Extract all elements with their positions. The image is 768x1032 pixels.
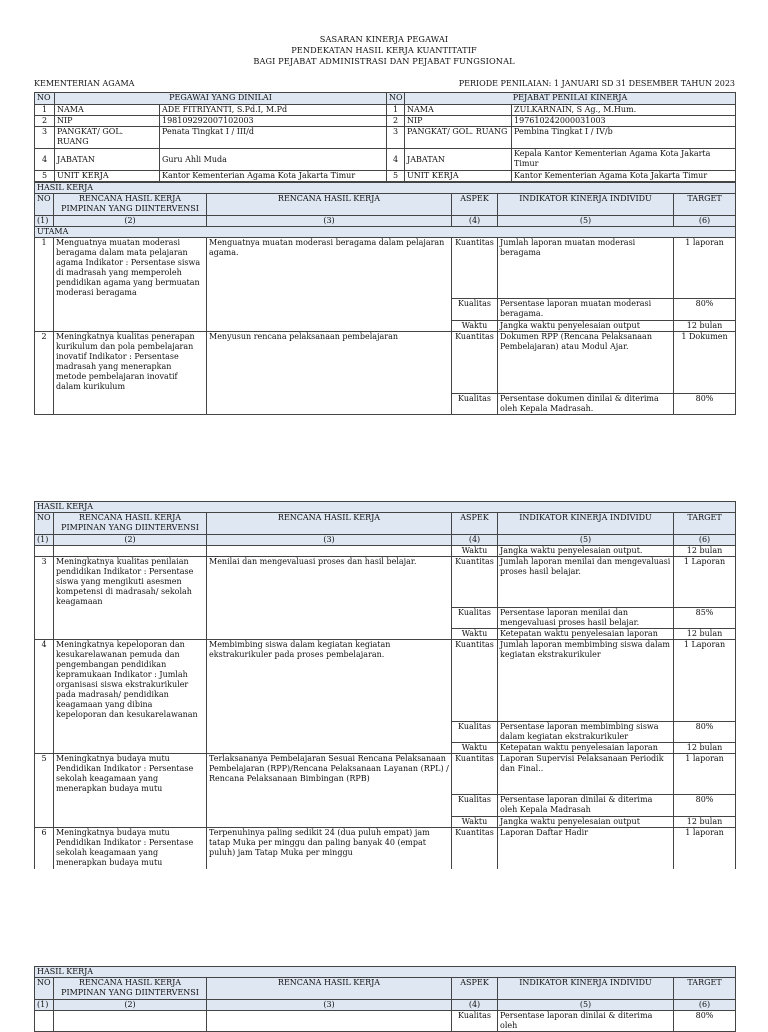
col-rhk-pimpinan-header: RENCANA HASIL KERJA PIMPINAN YANG DIINTERVENSI xyxy=(54,513,207,535)
col-number: (6) xyxy=(674,535,736,546)
pegawai-table xyxy=(34,92,736,182)
target-cell: 12 bulan xyxy=(674,817,736,828)
aspek-cell: Kualitas xyxy=(452,1011,498,1032)
pejabat-nama: ZULKARNAIN, S Ag., M.Hum. xyxy=(512,105,736,116)
row-no: 4 xyxy=(35,149,55,171)
target-cell: 1 Dokumen xyxy=(674,332,736,394)
col-rhk-header: RENCANA HASIL KERJA xyxy=(207,194,452,216)
row-no: 1 xyxy=(35,105,55,116)
target-cell: 12 bulan xyxy=(674,546,736,557)
table-row xyxy=(35,546,736,557)
section-title-row xyxy=(35,502,736,513)
aspek-cell: Waktu xyxy=(452,629,498,640)
rhk-cell: Menyusun rencana pelaksanaan pembelajaran xyxy=(207,332,452,415)
aspek-cell: Kuantitas xyxy=(452,640,498,722)
aspek-cell: Kuantitas xyxy=(452,828,498,869)
pegawai-pangkat: Penata Tingkat I / III/d xyxy=(160,127,387,149)
item-no: 3 xyxy=(35,557,54,640)
target-cell: 80% xyxy=(674,394,736,415)
target-cell: 80% xyxy=(674,722,736,743)
rhk-cell: Terpenuhinya paling sedikit 24 (dua puluh empat) jam tatap Muka per minggu dan paling banyak 40 (empat puluh) jam Tatap Muka per minggu xyxy=(207,828,452,869)
pejabat-nip: 197610242000031003 xyxy=(512,116,736,127)
table-row xyxy=(35,557,736,608)
target-cell: 80% xyxy=(674,795,736,817)
col-number: (3) xyxy=(207,1000,452,1011)
col-no-header: NO xyxy=(35,978,54,1000)
pegawai-row xyxy=(35,116,736,127)
hasil-kerja-title: HASIL KERJA xyxy=(35,967,736,978)
hasil-kerja-table-2 xyxy=(34,501,736,869)
column-header-row xyxy=(35,194,736,216)
col-number: (2) xyxy=(54,216,207,227)
target-cell: 12 bulan xyxy=(674,321,736,332)
pejabat-unit-kerja: Kantor Kementerian Agama Kota Jakarta Timur xyxy=(512,171,736,182)
aspek-cell: Kuantitas xyxy=(452,238,498,299)
col-target-header: TARGET xyxy=(674,513,736,535)
aspek-cell: Waktu xyxy=(452,743,498,754)
pegawai-unit-kerja: Kantor Kementerian Agama Kota Jakarta Timur xyxy=(160,171,387,182)
col-no-header: NO xyxy=(35,194,54,216)
utama-label: UTAMA xyxy=(35,227,736,238)
rhk-pimpinan-cell: Menguatnya muatan moderasi beragama dalam mata pelajaran agama Indikator : Persentase siswa di madrasah yang memperoleh pendidikan agama yang bermuatan moderasi beragama xyxy=(54,238,207,332)
rhk-pimpinan-cell: Meningkatnya budaya mutu Pendidikan Indikator : Persentase sekolah keagamaan yang menerapkan budaya mutu xyxy=(54,828,207,869)
hasil-kerja-table-1 xyxy=(34,182,736,415)
indikator-cell: Persentase laporan membimbing siswa dalam kegiatan ekstrakurikuler xyxy=(498,722,674,743)
utama-row xyxy=(35,227,736,238)
pegawai-row xyxy=(35,105,736,116)
target-cell: 12 bulan xyxy=(674,629,736,640)
aspek-cell: Kuantitas xyxy=(452,754,498,795)
aspek-cell: Kualitas xyxy=(452,299,498,321)
row-no: 2 xyxy=(35,116,55,127)
col-rhk-header: RENCANA HASIL KERJA xyxy=(207,513,452,535)
header-title-1: SASARAN KINERJA PEGAWAI xyxy=(319,34,449,44)
rhk-pimpinan-cell: Meningkatnya kualitas penerapan kurikulum dan pola pembelajaran inovatif Indikator : Persentase madrasah yang menerapkan metode pembelajaran inovatif dalam kurikulum xyxy=(54,332,207,415)
row-label: PANGKAT/ GOL. RUANG xyxy=(55,127,160,149)
col-number: (4) xyxy=(452,1000,498,1011)
aspek-cell: Kualitas xyxy=(452,608,498,629)
rhk-cell: Membimbing siswa dalam kegiatan kegiatan ekstrakurikuler pada proses pembelajaran. xyxy=(207,640,452,754)
indikator-cell: Jumlah laporan menilai dan mengevaluasi proses hasil belajar. xyxy=(498,557,674,608)
table-row xyxy=(35,1011,736,1032)
target-cell: 1 Laporan xyxy=(674,557,736,608)
pegawai-row xyxy=(35,149,736,171)
rhk-cell: Menguatnya muatan moderasi beragama dalam pelajaran agama. xyxy=(207,238,452,332)
col-rhk-pimpinan-header: RENCANA HASIL KERJA PIMPINAN YANG DIINTERVENSI xyxy=(54,978,207,1000)
indikator-cell: Ketepatan waktu penyelesaian laporan xyxy=(498,629,674,640)
indikator-cell: Jangka waktu penyelesaian output. xyxy=(498,546,674,557)
col-number: (1) xyxy=(35,535,54,546)
rhk-cell: Terlaksananya Pembelajaran Sesuai Rencana Pelaksanaan Pembelajaran (RPP)/Rencana Pelaksanaan Layanan (RPL) / Rencana Pelaksanaan Bimbingan (RPB) xyxy=(207,754,452,828)
aspek-cell: Kualitas xyxy=(452,394,498,415)
aspek-cell: Waktu xyxy=(452,321,498,332)
section-title-row xyxy=(35,967,736,978)
hasil-kerja-title: HASIL KERJA xyxy=(35,183,736,194)
no-header-right: NO xyxy=(387,93,405,105)
col-target-header: TARGET xyxy=(674,194,736,216)
col-number: (1) xyxy=(35,1000,54,1011)
item-no: 1 xyxy=(35,238,54,332)
rhk-pimpinan-cell: Meningkatnya kepeloporan dan kesukarelawanan pemuda dan pengembangan pendidikan kepramukaan Indikator : Jumlah organisasi siswa ekstrakurikuler pada madrasah/ pendidikan keagamaan yang dibina kepeloporan dan kesukarelawanan xyxy=(54,640,207,754)
indikator-cell: Persentase laporan menilai dan mengevaluasi proses hasil belajar. xyxy=(498,608,674,629)
table-row xyxy=(35,640,736,722)
pegawai-nama: ADE FITRIYANTI, S.Pd.I, M.Pd xyxy=(160,105,387,116)
col-number: (6) xyxy=(674,1000,736,1011)
table-row xyxy=(35,754,736,795)
col-number: (6) xyxy=(674,216,736,227)
target-cell: 80% xyxy=(674,299,736,321)
item-no: 5 xyxy=(35,754,54,828)
no-header: NO xyxy=(35,93,55,105)
column-header-row xyxy=(35,513,736,535)
col-number: (3) xyxy=(207,216,452,227)
indikator-cell: Jangka waktu penyelesaian output xyxy=(498,817,674,828)
col-number: (4) xyxy=(452,535,498,546)
section-title-row xyxy=(35,183,736,194)
pejabat-penilai-header: PEJABAT PENILAI KINERJA xyxy=(405,93,736,105)
table-row xyxy=(35,238,736,299)
document-header xyxy=(0,34,768,67)
row-label: NIP xyxy=(55,116,160,127)
row-no-right: 4 xyxy=(387,149,405,171)
indikator-cell: Jangka waktu penyelesaian output xyxy=(498,321,674,332)
col-number: (3) xyxy=(207,535,452,546)
target-cell: 1 laporan xyxy=(674,754,736,795)
indikator-cell: Laporan Supervisi Pelaksanaan Periodik dan Final.. xyxy=(498,754,674,795)
rhk-pimpinan-cell: Meningkatnya kualitas penilaian pendidikan Indikator : Persentase siswa yang mengikuti asesmen kompetensi di madrasah/ sekolah keagamaan xyxy=(54,557,207,640)
table-row xyxy=(35,332,736,394)
target-cell: 1 Laporan xyxy=(674,640,736,722)
target-cell: 1 laporan xyxy=(674,238,736,299)
indikator-cell: Persentase dokumen dinilai & diterima oleh Kepala Madrasah. xyxy=(498,394,674,415)
aspek-cell: Kuantitas xyxy=(452,557,498,608)
row-label: JABATAN xyxy=(55,149,160,171)
rhk-pimpinan-cell: Meningkatnya budaya mutu Pendidikan Indikator : Persentase sekolah keagamaan yang menerapkan budaya mutu xyxy=(54,754,207,828)
target-cell: 80% xyxy=(674,1011,736,1032)
pejabat-pangkat: Pembina Tingkat I / IV/b xyxy=(512,127,736,149)
row-no-right: 1 xyxy=(387,105,405,116)
pegawai-row xyxy=(35,171,736,182)
pegawai-jabatan: Guru Ahli Muda xyxy=(160,149,387,171)
rhk-cell: Menilai dan mengevaluasi proses dan hasil belajar. xyxy=(207,557,452,640)
hasil-kerja-table-3 xyxy=(34,966,736,1032)
pegawai-nip: 198109292007102003 xyxy=(160,116,387,127)
header-title-2: PENDEKATAN HASIL KERJA KUANTITATIF xyxy=(291,45,477,55)
target-cell: 85% xyxy=(674,608,736,629)
indikator-cell: Persentase laporan dinilai & diterima oleh Kepala Madrasah xyxy=(498,795,674,817)
row-no-right: 3 xyxy=(387,127,405,149)
periode-label: PERIODE PENILAIAN: 1 JANUARI SD 31 DESEMBER TAHUN 2023 xyxy=(458,79,735,88)
col-indikator-header: INDIKATOR KINERJA INDIVIDU xyxy=(498,194,674,216)
pegawai-header-row xyxy=(35,93,736,105)
indikator-cell: Ketepatan waktu penyelesaian laporan xyxy=(498,743,674,754)
header-title-3: BAGI PEJABAT ADMINISTRASI DAN PEJABAT FUNGSIONAL xyxy=(253,56,515,66)
row-no: 5 xyxy=(35,171,55,182)
pegawai-dinilai-header: PEGAWAI YANG DINILAI xyxy=(55,93,387,105)
row-label-right: UNIT KERJA xyxy=(405,171,512,182)
aspek-cell: Kuantitas xyxy=(452,332,498,394)
col-rhk-header: RENCANA HASIL KERJA xyxy=(207,978,452,1000)
col-aspek-header: ASPEK xyxy=(452,194,498,216)
col-number: (2) xyxy=(54,535,207,546)
col-no-header: NO xyxy=(35,513,54,535)
row-label-right: PANGKAT/ GOL. RUANG xyxy=(405,127,512,149)
row-label-right: NIP xyxy=(405,116,512,127)
column-number-row xyxy=(35,535,736,546)
pejabat-jabatan: Kepala Kantor Kementerian Agama Kota Jakarta Timur xyxy=(512,149,736,171)
aspek-cell: Waktu xyxy=(452,817,498,828)
column-number-row xyxy=(35,216,736,227)
indikator-cell: Persentase laporan dinilai & diterima oleh xyxy=(498,1011,674,1032)
col-aspek-header: ASPEK xyxy=(452,513,498,535)
row-label: UNIT KERJA xyxy=(55,171,160,182)
col-number: (5) xyxy=(498,1000,674,1011)
table-row xyxy=(35,828,736,869)
indikator-cell: Jumlah laporan muatan moderasi beragama xyxy=(498,238,674,299)
row-label-right: JABATAN xyxy=(405,149,512,171)
item-no: 4 xyxy=(35,640,54,754)
row-no: 3 xyxy=(35,127,55,149)
column-header-row xyxy=(35,978,736,1000)
row-no-right: 2 xyxy=(387,116,405,127)
col-number: (5) xyxy=(498,216,674,227)
col-indikator-header: INDIKATOR KINERJA INDIVIDU xyxy=(498,513,674,535)
pegawai-row xyxy=(35,127,736,149)
indikator-cell: Dokumen RPP (Rencana Pelaksanaan Pembelajaran) atau Modul Ajar. xyxy=(498,332,674,394)
row-label-right: NAMA xyxy=(405,105,512,116)
hasil-kerja-title: HASIL KERJA xyxy=(35,502,736,513)
col-rhk-pimpinan-header: RENCANA HASIL KERJA PIMPINAN YANG DIINTERVENSI xyxy=(54,194,207,216)
target-cell: 12 bulan xyxy=(674,743,736,754)
indikator-cell: Jumlah laporan membimbing siswa dalam kegiatan ekstrakurikuler xyxy=(498,640,674,722)
col-target-header: TARGET xyxy=(674,978,736,1000)
col-number: (2) xyxy=(54,1000,207,1011)
item-no: 2 xyxy=(35,332,54,415)
indikator-cell: Laporan Daftar Hadir xyxy=(498,828,674,869)
aspek-cell: Kualitas xyxy=(452,722,498,743)
col-aspek-header: ASPEK xyxy=(452,978,498,1000)
column-number-row xyxy=(35,1000,736,1011)
col-number: (5) xyxy=(498,535,674,546)
row-label: NAMA xyxy=(55,105,160,116)
target-cell: 1 laporan xyxy=(674,828,736,869)
indikator-cell: Persentase laporan muatan moderasi beragama. xyxy=(498,299,674,321)
col-number: (1) xyxy=(35,216,54,227)
aspek-cell: Kualitas xyxy=(452,795,498,817)
aspek-cell: Waktu xyxy=(452,546,498,557)
row-no-right: 5 xyxy=(387,171,405,182)
col-indikator-header: INDIKATOR KINERJA INDIVIDU xyxy=(498,978,674,1000)
instansi-label: KEMENTERIAN AGAMA xyxy=(34,79,135,88)
col-number: (4) xyxy=(452,216,498,227)
item-no: 6 xyxy=(35,828,54,869)
